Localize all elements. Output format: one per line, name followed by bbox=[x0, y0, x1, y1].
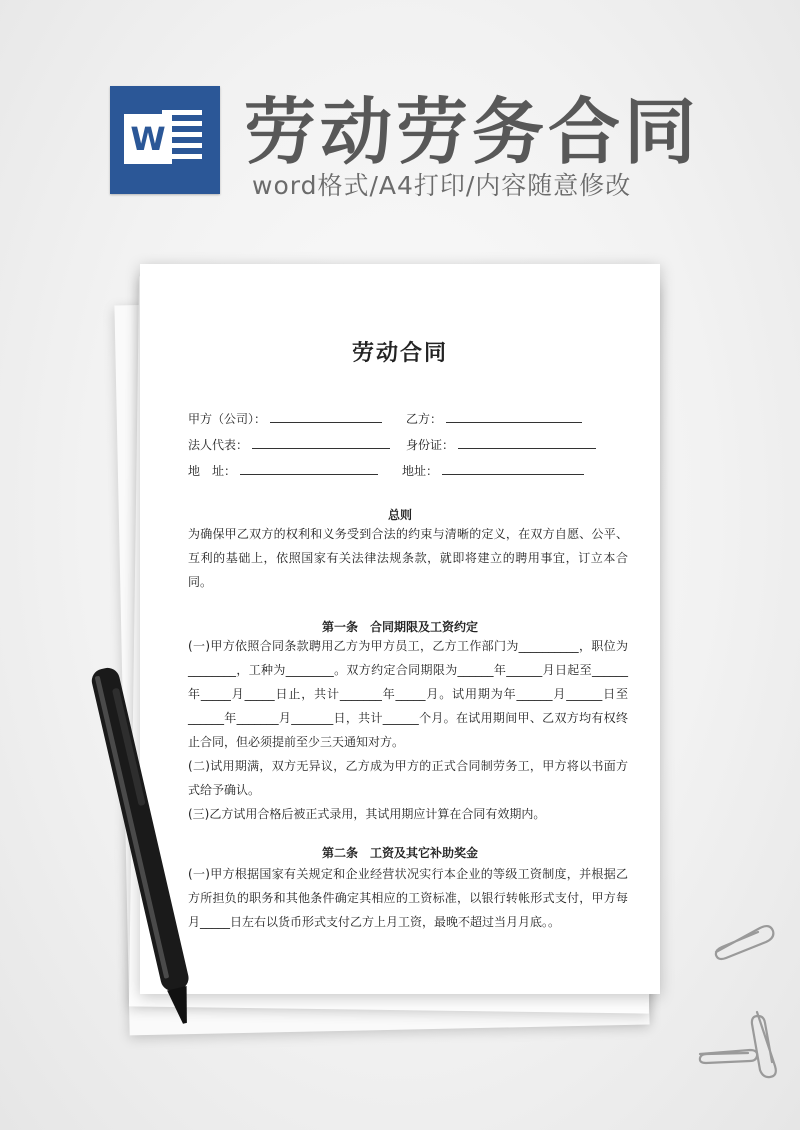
hero-subtitle: word格式/A4打印/内容随意修改 bbox=[252, 171, 632, 200]
hero-title: 劳动劳务合同 bbox=[244, 90, 701, 174]
paper-clip-icon bbox=[708, 918, 778, 962]
pen-icon bbox=[84, 656, 204, 1036]
party-row-address-b bbox=[402, 462, 584, 479]
address-b-blank[interactable] bbox=[442, 462, 584, 475]
paper-clip-icon bbox=[748, 1008, 782, 1080]
general-heading: 总则 bbox=[387, 508, 412, 522]
article1-paragraph: (三)乙方试用合格后被正式录用，其试用期应计算在合同有效期内。 bbox=[188, 807, 546, 821]
party-a-label: 甲方（公司）： bbox=[188, 412, 267, 426]
document-title: 劳动合同 bbox=[351, 341, 448, 366]
party-a-blank[interactable] bbox=[270, 410, 382, 423]
article1-paragraph: (二)试用期满，双方无异议，乙方成为甲方的正式合同制劳务工，甲方将以书面方式给予确认。 bbox=[188, 759, 628, 797]
address-b-label: 地址： bbox=[402, 464, 439, 478]
party-row-address-a bbox=[188, 462, 378, 479]
party-b-blank[interactable] bbox=[446, 410, 582, 423]
article1-body bbox=[188, 634, 628, 826]
word-logo bbox=[110, 86, 220, 194]
general-text: 为确保甲乙双方的权利和义务受到合法的约束与清晰的定义，在双方自愿、公平、互利的基础上，依照国家有关法律法规条款，就即将建立的聘用事宜，订立本合同。 bbox=[188, 527, 628, 589]
address-a-label: 地 址： bbox=[188, 464, 237, 478]
general-paragraph bbox=[188, 522, 628, 594]
party-row-legal-rep bbox=[188, 436, 390, 453]
party-b-label: 乙方： bbox=[406, 412, 443, 426]
legal-rep-blank[interactable] bbox=[252, 436, 390, 449]
address-a-blank[interactable] bbox=[240, 462, 378, 475]
party-row-party-b bbox=[406, 410, 582, 427]
id-card-label: 身份证： bbox=[406, 438, 455, 452]
article2-body bbox=[188, 862, 628, 934]
contract-page bbox=[140, 264, 660, 994]
article1-paragraph: (一)甲方依照合同条款聘用乙方为甲方员工，乙方工作部门为__________，职位为________，工种为________。双方约定合同期限为______年______月日起至______年_____月_____日止，共计_______年_____月。试用期为年______月______日至______年_______月_______日，共计______个月。在试用期间甲、乙双方均有权终止合同，但必须提前至少三天通知对方。 bbox=[188, 639, 628, 749]
article1-heading: 第一条 合同期限及工资约定 bbox=[321, 620, 478, 634]
party-row-company bbox=[188, 410, 382, 427]
id-card-blank[interactable] bbox=[458, 436, 596, 449]
party-row-id-card bbox=[406, 436, 596, 453]
article2-heading: 第二条 工资及其它补助奖金 bbox=[321, 846, 478, 860]
article2-paragraph: (一)甲方根据国家有关规定和企业经营状况实行本企业的等级工资制度，并根据乙方所担负的职务和其他条件确定其相应的工资标准，以银行转帐形式支付，甲方每月_____日左右以货币形式支付乙方上月工资，最晚不超过当月月底。。 bbox=[188, 867, 628, 929]
legal-rep-label: 法人代表： bbox=[188, 438, 249, 452]
word-w-icon: W bbox=[124, 114, 172, 164]
